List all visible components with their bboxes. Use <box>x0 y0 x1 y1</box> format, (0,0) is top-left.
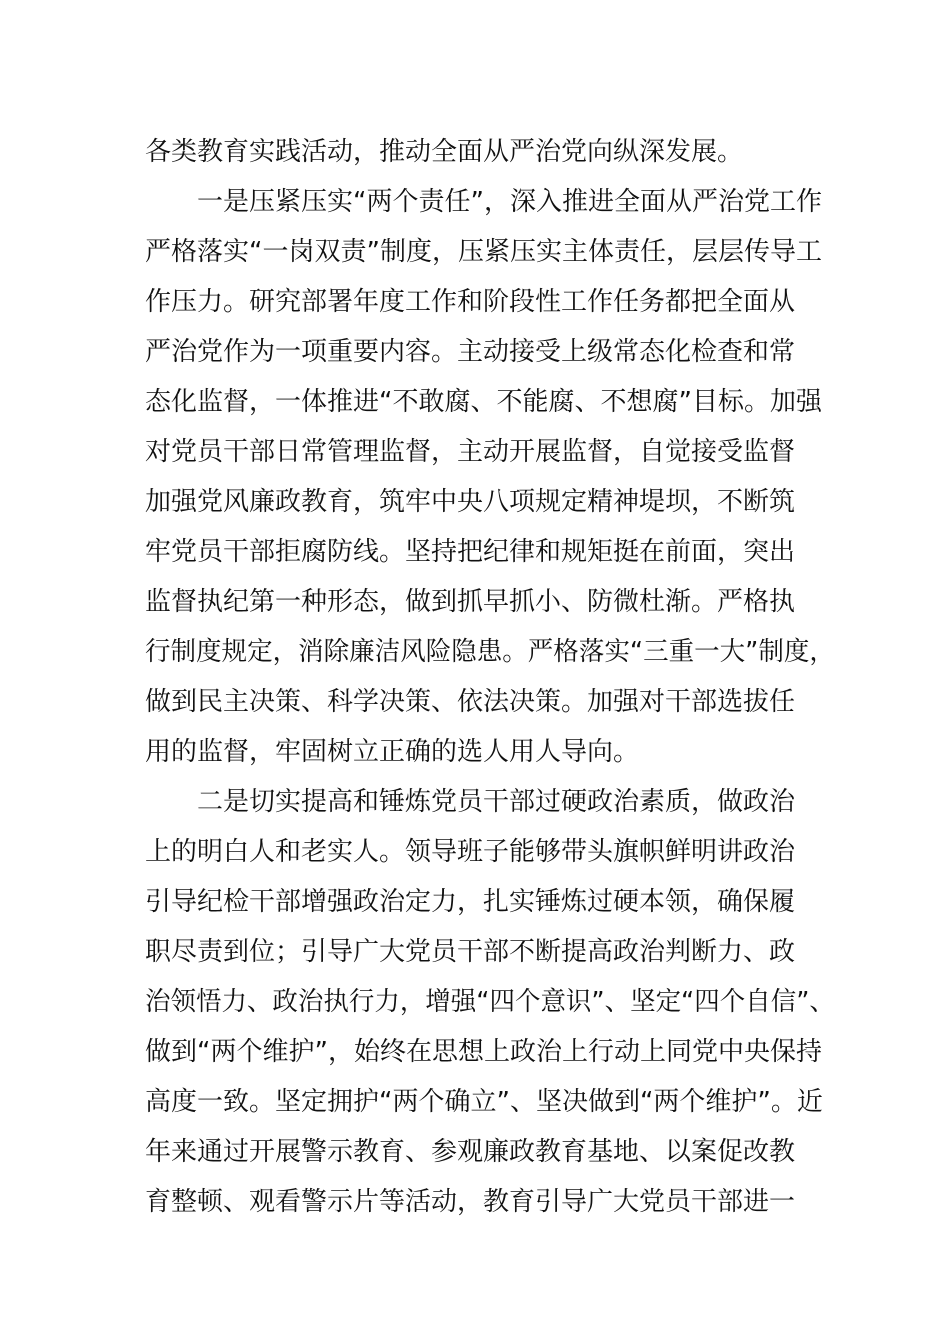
text-line: 对党员干部日常管理监督，主动开展监督，自觉接受监督 <box>145 437 796 467</box>
text-line: 做到民主决策、科学决策、依法决策。加强对干部选拔任 <box>145 687 796 717</box>
paragraph-2-first-line: 二是切实提高和锤炼党员干部过硬政治素质，做政治 <box>197 787 796 817</box>
text-line: 育整顿、观看警示片等活动，教育引导广大党员干部进一 <box>145 1187 796 1217</box>
text-line: 牢党员干部拒腐防线。坚持把纪律和规矩挺在前面，突出 <box>145 537 796 567</box>
text-line: 监督执纪第一种形态，做到抓早抓小、防微杜渐。严格执 <box>145 587 796 617</box>
text-line: 年来通过开展警示教育、参观廉政教育基地、以案促改教 <box>145 1137 796 1167</box>
text-line: 用的监督，牢固树立正确的选人用人导向。 <box>145 737 640 767</box>
paragraph-1-first-line: 一是压紧压实“两个责任”，深入推进全面从严治党工作 <box>197 187 822 217</box>
text-line: 引导纪检干部增强政治定力，扎实锤炼过硬本领，确保履 <box>145 887 796 917</box>
text-line: 职尽责到位；引导广大党员干部不断提高政治判断力、政 <box>145 937 796 967</box>
text-line: 治领悟力、政治执行力，增强“四个意识”、坚定“四个自信”、 <box>145 987 835 1017</box>
text-line: 行制度规定，消除廉洁风险隐患。严格落实“三重一大”制度， <box>145 637 835 667</box>
text-line: 态化监督，一体推进“不敢腐、不能腐、不想腐”目标。加强 <box>145 387 822 417</box>
text-line: 各类教育实践活动，推动全面从严治党向纵深发展。 <box>145 137 744 167</box>
text-line: 作压力。研究部署年度工作和阶段性工作任务都把全面从 <box>145 287 796 317</box>
text-line: 严格落实“一岗双责”制度，压紧压实主体责任，层层传导工 <box>145 237 822 267</box>
text-line: 做到“两个维护”，始终在思想上政治上行动上同党中央保持 <box>145 1037 822 1067</box>
text-line: 严治党作为一项重要内容。主动接受上级常态化检查和常 <box>145 337 796 367</box>
text-line: 加强党风廉政教育，筑牢中央八项规定精神堤坝，不断筑 <box>145 487 796 517</box>
text-line: 高度一致。坚定拥护“两个确立”、坚决做到“两个维护”。近 <box>145 1087 823 1117</box>
text-line: 上的明白人和老实人。领导班子能够带头旗帜鲜明讲政治 <box>145 837 796 867</box>
